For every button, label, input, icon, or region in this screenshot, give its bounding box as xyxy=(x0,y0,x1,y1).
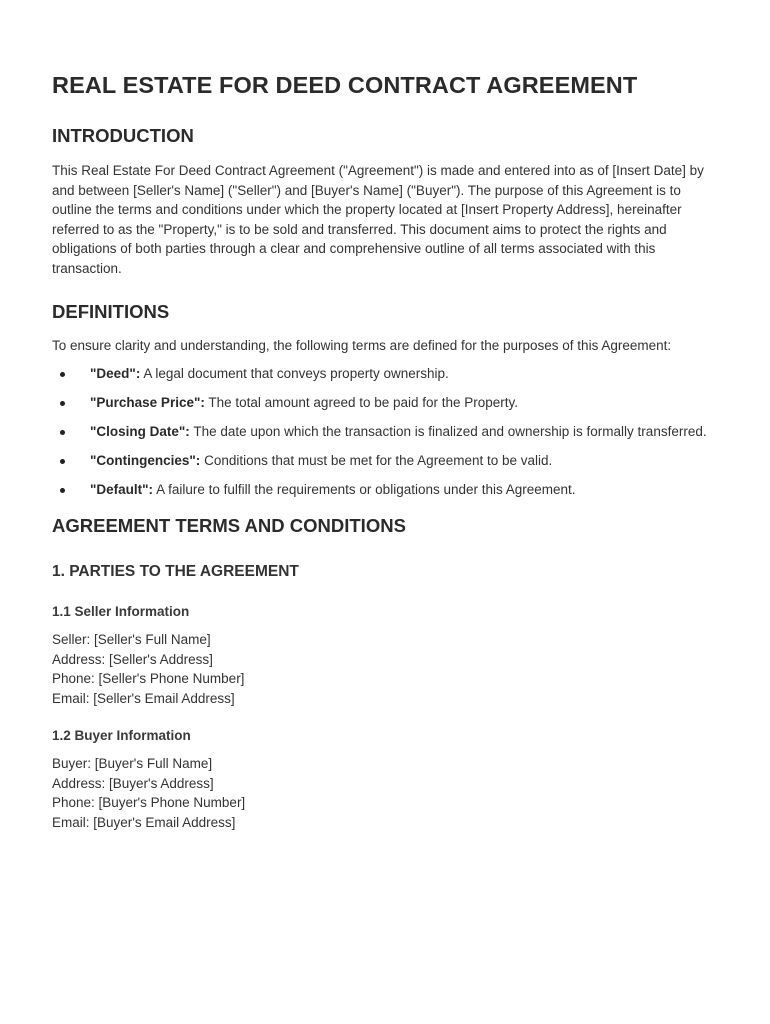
buyer-email-line: Email: [Buyer's Email Address] xyxy=(52,814,236,830)
seller-phone-line: Phone: [Seller's Phone Number] xyxy=(52,671,245,686)
definition-term: "Contingencies": xyxy=(90,452,201,468)
bullet-icon xyxy=(60,459,65,464)
buyer-address-line: Address: [Buyer's Address] xyxy=(52,775,214,791)
seller-name-line: Seller: [Seller's Full Name] xyxy=(52,632,211,647)
bullet-icon xyxy=(60,401,65,406)
bullet-icon xyxy=(60,372,65,377)
buyer-info-heading: 1.2 Buyer Information xyxy=(52,728,191,743)
definition-term: "Deed": xyxy=(90,365,141,381)
buyer-name-line: Buyer: [Buyer's Full Name] xyxy=(52,756,213,771)
bullet-icon xyxy=(60,430,65,435)
definition-text: Conditions that must be met for the Agreement to be valid. xyxy=(200,452,553,468)
definition-text: A failure to fulfill the requirements or obligations under this Agreement. xyxy=(153,481,576,497)
definition-item xyxy=(52,451,718,471)
document-title: REAL ESTATE FOR DEED CONTRACT AGREEMENT xyxy=(52,72,638,98)
seller-address-line: Address: [Seller's Address] xyxy=(52,651,213,667)
seller-email-line: Email: [Seller's Email Address] xyxy=(52,690,235,706)
introduction-heading: INTRODUCTION xyxy=(52,125,194,146)
definitions-intro: To ensure clarity and understanding, the following terms are defined for the purposes of this Agreement: xyxy=(52,338,672,353)
definition-term: "Purchase Price": xyxy=(90,394,205,410)
definition-item xyxy=(52,422,718,442)
definition-item xyxy=(52,480,718,500)
definitions-heading: DEFINITIONS xyxy=(52,301,170,322)
definition-item xyxy=(52,393,718,413)
buyer-phone-line: Phone: [Buyer's Phone Number] xyxy=(52,795,246,810)
definition-term: "Default": xyxy=(90,481,154,497)
buyer-info-block xyxy=(52,754,718,832)
definition-item xyxy=(52,364,718,384)
definitions-list xyxy=(52,364,718,500)
agreement-terms-heading: AGREEMENT TERMS AND CONDITIONS xyxy=(52,515,406,536)
seller-info-heading: 1.1 Seller Information xyxy=(52,604,190,619)
definition-text: The total amount agreed to be paid for the Property. xyxy=(204,394,519,410)
definition-text: The date upon which the transaction is finalized and ownership is formally transferred. xyxy=(189,423,707,439)
bullet-icon xyxy=(60,488,65,493)
seller-info-block xyxy=(52,630,718,708)
introduction-paragraph: This Real Estate For Deed Contract Agreement ("Agreement") is made and entered into as of [Insert Date] by and between [Seller's Name] ("Seller") and [Buyer's Name] ("Buyer"). The purpose of this Agreement is to outline the terms and conditions under which the property located at [Insert Property Address], hereinafter referred to as the "Property," is to be sold and transferred. This document aims to protect the rights and obligations of both parties through a clear and comprehensive outline of all terms associated with this transaction. xyxy=(52,163,704,276)
parties-heading: 1. PARTIES TO THE AGREEMENT xyxy=(52,563,299,580)
definition-text: A legal document that conveys property ownership. xyxy=(140,365,449,381)
definition-term: "Closing Date": xyxy=(90,423,190,439)
